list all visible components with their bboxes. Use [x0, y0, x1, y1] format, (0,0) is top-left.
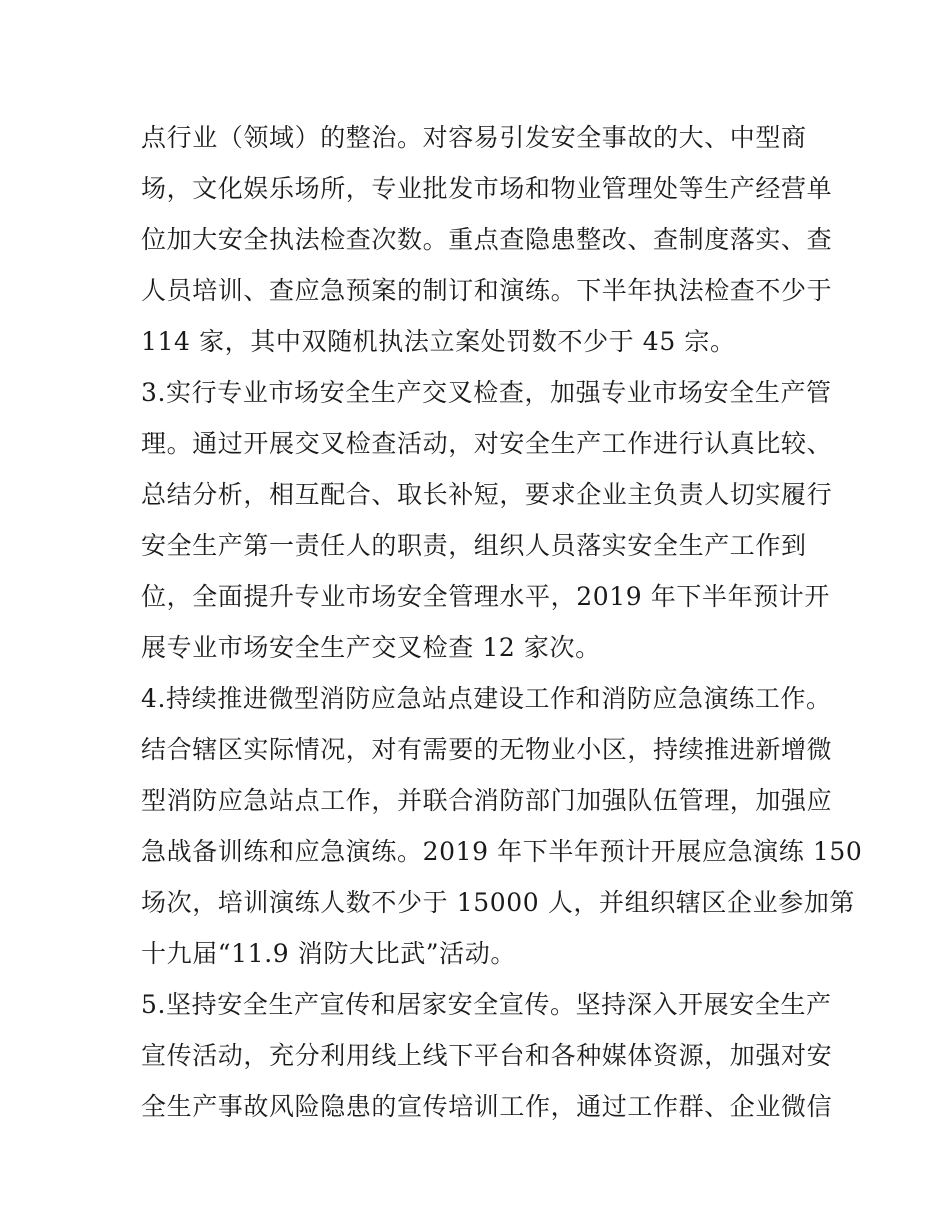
text-line: 展专业市场安全生产交叉检查 12 家次。: [141, 633, 601, 662]
text-line: 宣传活动，充分利用线上线下平台和各种媒体资源，加强对安: [141, 1041, 833, 1070]
text-line: 十九届“11.9 消防大比武”活动。: [141, 939, 516, 968]
text-line: 场，文化娱乐场所，专业批发市场和物业管理处等生产经营单: [141, 174, 833, 203]
text-line: 5.坚持安全生产宣传和居家安全宣传。坚持深入开展安全生产: [141, 990, 832, 1019]
text-line: 场次，培训演练人数不少于 15000 人，并组织辖区企业参加第: [141, 888, 856, 917]
text-line: 位，全面提升专业市场安全管理水平，2019 年下半年预计开: [141, 582, 830, 611]
text-line: 理。通过开展交叉检查活动，对安全生产工作进行认真比较、: [141, 429, 833, 458]
text-line: 人员培训、查应急预案的制订和演练。下半年执法检查不少于: [141, 276, 833, 305]
body-text: [141, 112, 863, 1132]
text-line: 114 家，其中双随机执法立案处罚数不少于 45 宗。: [141, 327, 736, 356]
text-line: 安全生产第一责任人的职责，组织人员落实安全生产工作到: [141, 531, 807, 560]
text-line: 3.实行专业市场安全生产交叉检查，加强专业市场安全生产管: [141, 378, 832, 407]
text-line: 全生产事故风险隐患的宣传培训工作，通过工作群、企业微信: [141, 1092, 833, 1121]
text-line: 位加大安全执法检查次数。重点查隐患整改、查制度落实、查: [141, 225, 833, 254]
text-line: 急战备训练和应急演练。2019 年下半年预计开展应急演练 150: [141, 837, 863, 866]
text-line: 总结分析，相互配合、取长补短，要求企业主负责人切实履行: [141, 480, 833, 509]
text-line: 结合辖区实际情况，对有需要的无物业小区，持续推进新增微: [141, 735, 833, 764]
text-line: 型消防应急站点工作，并联合消防部门加强队伍管理，加强应: [141, 786, 833, 815]
text-line: 点行业（领域）的整治。对容易引发安全事故的大、中型商: [141, 123, 807, 152]
text-line: 4.持续推进微型消防应急站点建设工作和消防应急演练工作。: [141, 684, 832, 713]
